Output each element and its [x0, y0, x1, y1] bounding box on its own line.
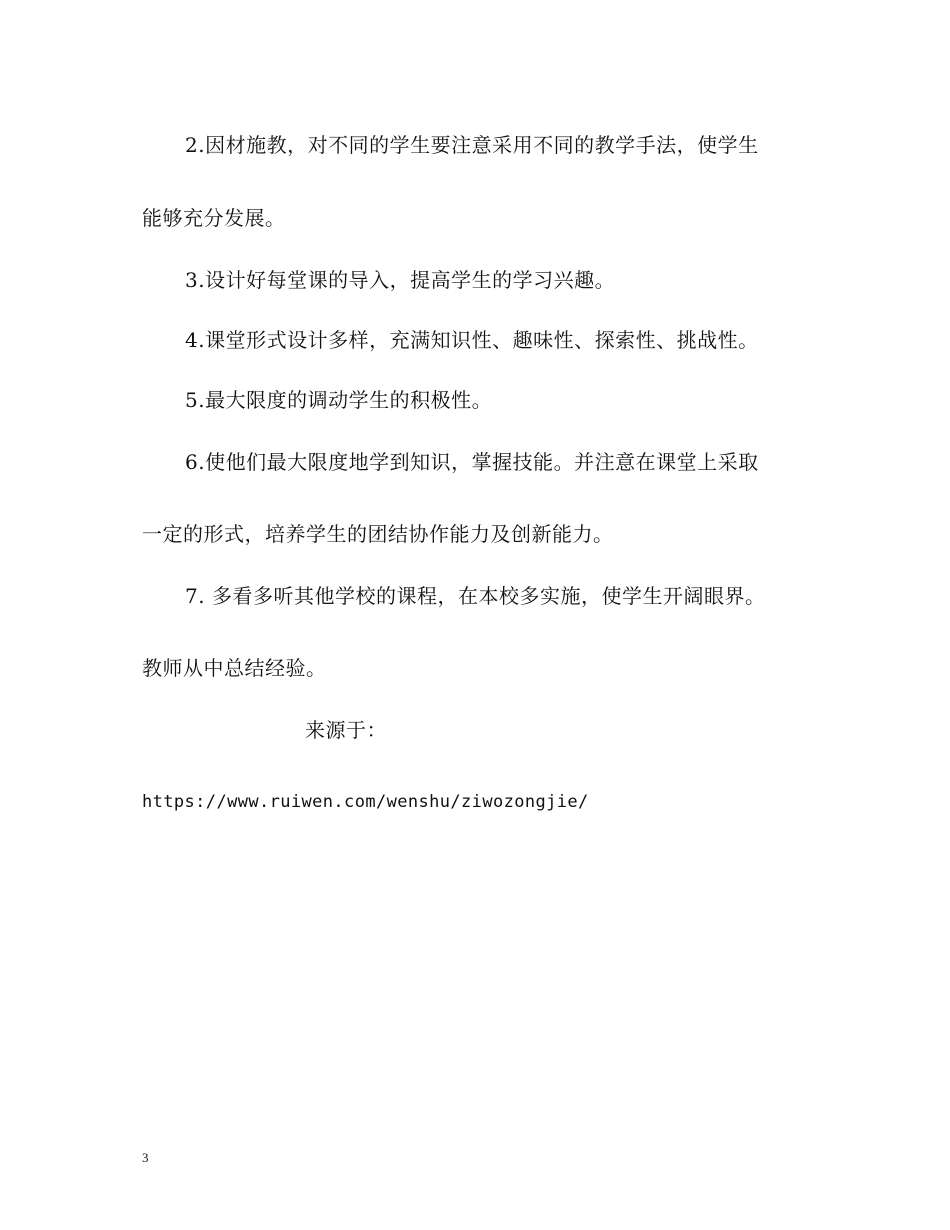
source-url[interactable]: https://www.ruiwen.com/wenshu/ziwozongjie/ — [142, 792, 589, 812]
paragraph-line-4: 4.课堂形式设计多样，充满知识性、趣味性、探索性、挑战性。 — [185, 328, 759, 352]
paragraph-line-8: 7. 多看多听其他学校的课程，在本校多实施，使学生开阔眼界。 — [185, 584, 766, 608]
page-number: 3 — [142, 1150, 149, 1165]
paragraph-line-7: 一定的形式，培养学生的团结协作能力及创新能力。 — [142, 522, 614, 546]
paragraph-line-1: 2.因材施教，对不同的学生要注意采用不同的教学手法，使学生 — [185, 133, 759, 157]
paragraph-line-6: 6.使他们最大限度地学到知识，掌握技能。并注意在课堂上采取 — [185, 450, 759, 474]
source-label: 来源于： — [305, 718, 387, 742]
paragraph-line-3: 3.设计好每堂课的导入，提高学生的学习兴趣。 — [185, 268, 616, 292]
paragraph-line-5: 5.最大限度的调动学生的积极性。 — [185, 388, 493, 412]
paragraph-line-9: 教师从中总结经验。 — [142, 656, 327, 680]
paragraph-line-2: 能够充分发展。 — [142, 206, 286, 230]
